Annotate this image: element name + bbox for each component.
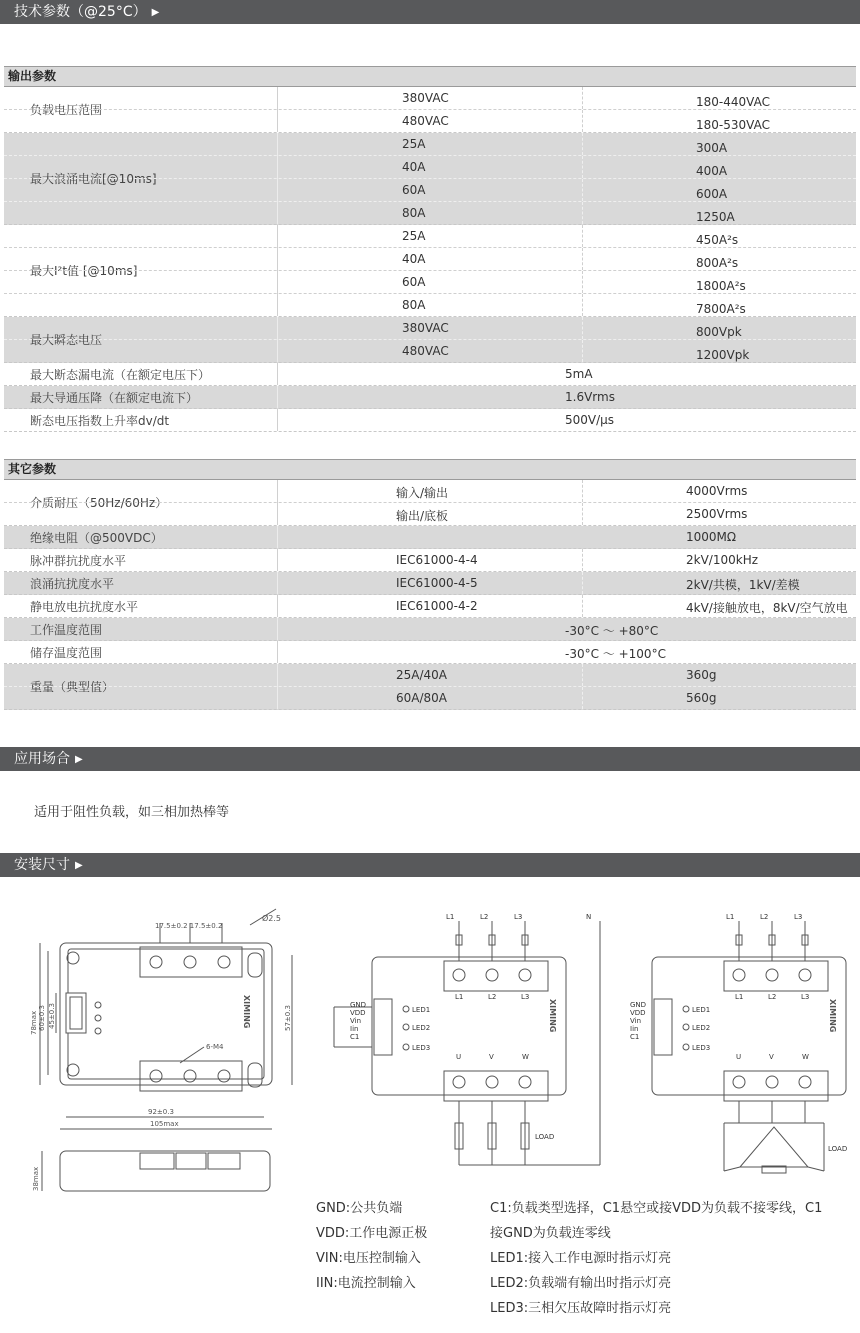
row-esd (4, 595, 856, 618)
dim-hole: Ø2.5 (262, 914, 282, 923)
cell: 1250A (696, 210, 735, 224)
legend-item: GND:公共负端 (316, 1201, 403, 1216)
table-row (4, 339, 856, 362)
cell: -30°C ～ +80°C (565, 624, 659, 638)
dim-pitch: 17.5±0.2 17.5±0.2 (155, 922, 223, 930)
term-w: W (802, 1053, 809, 1061)
table-row (4, 133, 856, 155)
table-row (4, 270, 856, 293)
term-u: U (736, 1053, 742, 1061)
cell: 60A/80A (396, 691, 447, 705)
term-l1: L1 (735, 993, 744, 1001)
legend-item: LED1:接入工作电源时指示灯亮 (490, 1251, 672, 1266)
term-l1: L1 (455, 993, 464, 1001)
legend-item: LED2:负载端有输出时指示灯亮 (490, 1276, 672, 1291)
cell: 380VAC (402, 91, 449, 105)
led1-label: LED1 (412, 1006, 431, 1014)
wiring-diagram-delta (630, 913, 847, 1173)
group-surge-current (4, 133, 856, 225)
cell: 60A (402, 183, 426, 197)
dim-105: 105max (150, 1120, 179, 1128)
row-label: 绝缘电阻（@500VDC） (30, 530, 163, 545)
row-leakage (4, 363, 856, 386)
row-op-temp (4, 618, 856, 641)
table-row (4, 480, 856, 502)
table-row (4, 686, 856, 709)
legend-item: VIN:电压控制输入 (316, 1251, 421, 1266)
legend-left (316, 1196, 427, 1296)
cell: 7800A²s (696, 302, 746, 316)
pin-iin: Iin (350, 1025, 359, 1033)
table-row (4, 178, 856, 201)
caret-right-icon: ▶ (75, 754, 83, 765)
term-l3: L3 (801, 993, 810, 1001)
row-label: 脉冲群抗扰度水平 (30, 553, 127, 568)
cell: IEC61000-4-4 (396, 553, 478, 567)
cell: 1000MΩ (686, 530, 737, 544)
wiring-diagram-star (334, 913, 600, 1165)
row-label: 重量（典型值） (30, 680, 115, 694)
row-surge (4, 572, 856, 595)
cell: 25A (402, 137, 426, 151)
section-install (0, 853, 860, 877)
table-row (4, 155, 856, 178)
legend-item: C1:负载类型选择，C1悬空或接VDD为负载不接零线，C1 (490, 1201, 823, 1216)
cell: 450A²s (696, 233, 739, 247)
cell: 输出/底板 (396, 509, 449, 523)
table-row (4, 201, 856, 224)
cell: 500V/μs (565, 413, 615, 427)
label-l3: L3 (794, 913, 803, 921)
term-w: W (522, 1053, 529, 1061)
pin-vin: Vin (630, 1017, 642, 1025)
section-application (0, 747, 860, 771)
cell: 4kV/接触放电，8kV/空气放电 (686, 601, 848, 615)
pin-gnd: GND (630, 1001, 647, 1009)
legend-item: IIN:电流控制输入 (316, 1276, 416, 1291)
dim-45: 45±0.3 (48, 1003, 56, 1029)
cell: 2kV/100kHz (686, 553, 759, 567)
cell: 560g (686, 691, 717, 705)
cell: 2500Vrms (686, 507, 748, 521)
group-transient-voltage (4, 317, 856, 363)
term-v: V (489, 1053, 494, 1061)
led2-label: LED2 (412, 1024, 431, 1032)
cell: 80A (402, 206, 426, 220)
term-u: U (456, 1053, 462, 1061)
cell: 输入/输出 (396, 486, 449, 500)
cell: 800A²s (696, 256, 739, 270)
label-l2: L2 (480, 913, 489, 921)
cell: 360g (686, 668, 717, 682)
label-load: LOAD (535, 1133, 555, 1141)
pin-c1: C1 (630, 1033, 640, 1041)
cell: 40A (402, 160, 426, 174)
brand-logo: XIMING (828, 999, 837, 1033)
row-label: 浪涌抗扰度水平 (30, 576, 115, 591)
term-l2: L2 (768, 993, 777, 1001)
row-drop (4, 386, 856, 409)
dim-57: 57±0.3 (284, 1005, 292, 1031)
pin-vdd: VDD (630, 1009, 646, 1017)
section-title: 技术参数（@25°C） (14, 4, 147, 20)
dim-92: 92±0.3 (148, 1108, 174, 1116)
table-row (4, 293, 856, 316)
cell: 4000Vrms (686, 484, 748, 498)
cell: 300A (696, 141, 728, 155)
cell: -30°C ～ +100°C (565, 647, 666, 661)
cell: IEC61000-4-2 (396, 599, 478, 613)
cell: 180-530VAC (696, 118, 770, 132)
cell: 5mA (565, 367, 593, 381)
cell: 600A (696, 187, 728, 201)
label-l3: L3 (514, 913, 523, 921)
group-dielectric (4, 480, 856, 526)
row-label: 静电放电抗扰度水平 (30, 599, 139, 614)
cell: 60A (402, 275, 426, 289)
row-label: 储存温度范围 (30, 645, 103, 660)
cell: 25A (402, 229, 426, 243)
legend-item: 接GND为负载连零线 (490, 1226, 611, 1241)
label-l1: L1 (726, 913, 735, 921)
label-l1: L1 (446, 913, 455, 921)
row-burst (4, 549, 856, 572)
row-dvdt (4, 409, 856, 432)
cell: 480VAC (402, 344, 449, 358)
term-l2: L2 (488, 993, 497, 1001)
cell: 80A (402, 298, 426, 312)
cell: 400A (696, 164, 728, 178)
cell: 40A (402, 252, 426, 266)
pin-gnd: GND (350, 1001, 367, 1009)
dimension-drawing (30, 909, 292, 1129)
other-params-table (4, 459, 856, 710)
table-row (4, 247, 856, 270)
led2-label: LED2 (692, 1024, 711, 1032)
side-view (32, 1151, 270, 1191)
cell: 800Vpk (696, 325, 742, 339)
output-params-header: 输出参数 (4, 66, 856, 87)
dim-60: 60±0.3 (38, 1005, 46, 1031)
cell: IEC61000-4-5 (396, 576, 478, 590)
table-row (4, 87, 856, 109)
pin-iin: Iin (630, 1025, 639, 1033)
pin-vdd: VDD (350, 1009, 366, 1017)
cell: 1800A²s (696, 279, 746, 293)
led3-label: LED3 (412, 1044, 431, 1052)
caret-right-icon: ▶ (151, 7, 160, 18)
cell: 1200Vpk (696, 348, 750, 362)
group-i2t (4, 225, 856, 317)
legend-item: VDD:工作电源正极 (316, 1226, 428, 1241)
section-title: 安装尺寸 (14, 857, 70, 873)
row-label: 最大断态漏电流（在额定电压下） (30, 367, 211, 382)
output-params-table (4, 66, 856, 432)
row-storage-temp (4, 641, 856, 664)
section-title: 应用场合 (14, 751, 70, 767)
term-l3: L3 (521, 993, 530, 1001)
other-params-header: 其它参数 (4, 459, 856, 480)
installation-drawing (0, 895, 860, 1195)
row-label: 最大浪涌电流[@10ms] (30, 172, 157, 186)
row-label: 断态电压指数上升率dv/dt (30, 413, 170, 428)
cell: 380VAC (402, 321, 449, 335)
brand-logo: XIMING (548, 999, 557, 1033)
table-row (4, 225, 856, 247)
label-load: LOAD (828, 1145, 848, 1153)
cell: 2kV/共模，1kV/差模 (686, 578, 800, 592)
pin-vin: Vin (350, 1017, 362, 1025)
dim-38: 38max (32, 1166, 40, 1191)
legend-right (490, 1196, 822, 1321)
cell: 25A/40A (396, 668, 447, 682)
cell: 180-440VAC (696, 95, 770, 109)
section-tech (0, 0, 860, 24)
row-label: 最大瞬态电压 (30, 333, 103, 347)
application-text: 适用于阻性负载，如三相加热棒等 (34, 805, 230, 820)
caret-right-icon: ▶ (75, 860, 83, 871)
legend-item: LED3:三相欠压故障时指示灯亮 (490, 1301, 672, 1316)
term-v: V (769, 1053, 774, 1061)
table-row (4, 109, 856, 132)
dim-78: 78max (30, 1010, 38, 1035)
row-insulation (4, 526, 856, 549)
table-row (4, 664, 856, 686)
brand-logo: XIMING (242, 995, 251, 1029)
row-label: 最大导通压降（在额定电流下） (30, 390, 199, 405)
row-label: 介质耐压（50Hz/60Hz） (30, 496, 168, 510)
cell: 480VAC (402, 114, 449, 128)
led1-label: LED1 (692, 1006, 711, 1014)
row-label: 工作温度范围 (30, 622, 103, 637)
led3-label: LED3 (692, 1044, 711, 1052)
label-l2: L2 (760, 913, 769, 921)
label-n: N (586, 913, 592, 921)
row-label: 负载电压范围 (30, 103, 103, 117)
dim-screw: 6-M4 (206, 1043, 224, 1051)
table-row (4, 317, 856, 339)
group-load-voltage (4, 87, 856, 133)
cell: 1.6Vrms (565, 390, 615, 404)
row-label: 最大I²t值 [@10ms] (30, 264, 138, 278)
table-row (4, 502, 856, 525)
pin-c1: C1 (350, 1033, 360, 1041)
group-weight (4, 664, 856, 710)
